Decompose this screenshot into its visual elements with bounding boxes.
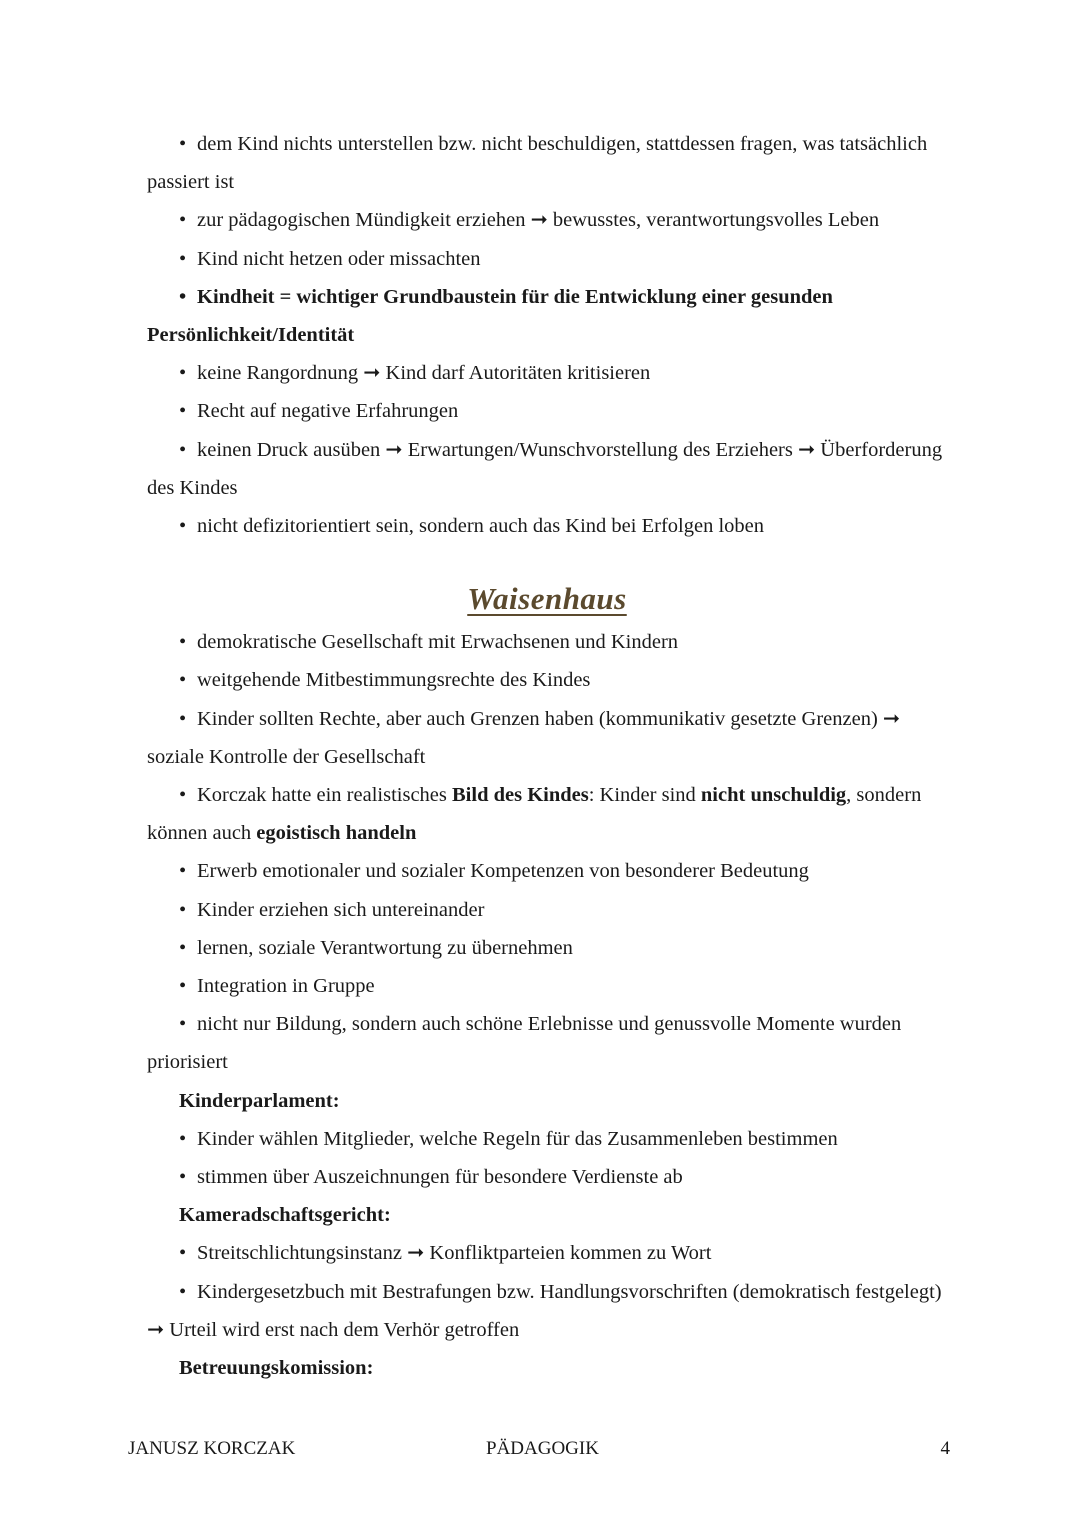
list-item: • Kindergesetzbuch mit Bestrafungen bzw. Handlungsvorschriften (demokratisch festgelegt) ➞ Urteil wird erst nach dem Verhör getroffen bbox=[147, 1273, 947, 1349]
emphasis: egoistisch handeln bbox=[256, 822, 417, 845]
bullet: • bbox=[179, 784, 187, 807]
list-item: • Kinder wählen Mitglieder, welche Regeln für das Zusammenleben bestimmen bbox=[147, 1120, 947, 1158]
list-item: • Integration in Gruppe bbox=[147, 967, 947, 1005]
list-item: • Kind nicht hetzen oder missachten bbox=[147, 240, 947, 278]
section-heading-waisenhaus: Waisenhaus bbox=[467, 581, 627, 617]
bullet: • bbox=[179, 209, 187, 232]
subheading-kinderparlament: Kinderparlament: bbox=[179, 1089, 340, 1112]
bullet: • bbox=[179, 247, 187, 270]
bullet: • bbox=[179, 936, 187, 959]
bullet: • bbox=[179, 285, 187, 308]
bullet: • bbox=[179, 1280, 187, 1303]
list-item: • weitgehende Mitbestimmungsrechte des Kindes bbox=[147, 661, 947, 699]
bullet: • bbox=[179, 400, 187, 423]
page-content bbox=[147, 125, 947, 1387]
footer-author: JANUSZ KORCZAK bbox=[128, 1438, 296, 1459]
list-item: • zur pädagogischen Mündigkeit erziehen ➞ bewusstes, verantwortungsvolles Leben bbox=[147, 201, 947, 239]
list-item: • nicht nur Bildung, sondern auch schöne Erlebnisse und genussvolle Momente wurden priorisiert bbox=[147, 1005, 947, 1081]
list-item-bold: • Kindheit = wichtiger Grundbaustein für die Entwicklung einer gesunden Persönlichkeit/Identität bbox=[147, 278, 947, 354]
bullet: • bbox=[179, 515, 187, 538]
list-item: • Streitschlichtungsinstanz ➞ Konfliktparteien kommen zu Wort bbox=[147, 1234, 947, 1272]
subheading-kameradschaftsgericht: Kameradschaftsgericht: bbox=[179, 1204, 391, 1227]
list-item: • lernen, soziale Verantwortung zu übernehmen bbox=[147, 929, 947, 967]
bullet: • bbox=[179, 860, 187, 883]
bullet: • bbox=[179, 1242, 187, 1265]
bullet: • bbox=[179, 1127, 187, 1150]
emphasis: Bild des Kindes bbox=[452, 784, 589, 807]
list-item: • dem Kind nichts unterstellen bzw. nicht beschuldigen, stattdessen fragen, was tatsächlich passiert ist bbox=[147, 125, 947, 201]
list-item: • keinen Druck ausüben ➞ Erwartungen/Wunschvorstellung des Erziehers ➞ Überforderung des Kindes bbox=[147, 431, 947, 507]
bullet: • bbox=[179, 1166, 187, 1189]
list-item: • Korczak hatte ein realistisches Bild des Kindes: Kinder sind nicht unschuldig, sondern können auch egoistisch handeln bbox=[147, 776, 947, 852]
list-item: • Kinder erziehen sich untereinander bbox=[147, 891, 947, 929]
bullet: • bbox=[179, 707, 187, 730]
bullet: • bbox=[179, 631, 187, 654]
subheading-betreuungskomission: Betreuungskomission: bbox=[179, 1357, 374, 1380]
bullet: • bbox=[179, 898, 187, 921]
bullet: • bbox=[179, 362, 187, 385]
bullet: • bbox=[179, 1013, 187, 1036]
page-footer bbox=[128, 1438, 950, 1466]
list-item: • stimmen über Auszeichnungen für besondere Verdienste ab bbox=[147, 1158, 947, 1196]
list-item: • Kinder sollten Rechte, aber auch Grenzen haben (kommunikativ gesetzte Grenzen) ➞ soziale Kontrolle der Gesellschaft bbox=[147, 700, 947, 776]
list-item: • Recht auf negative Erfahrungen bbox=[147, 392, 947, 430]
footer-subject: PÄDAGOGIK bbox=[486, 1438, 599, 1459]
emphasis: nicht unschuldig bbox=[700, 784, 847, 807]
list-item: • Erwerb emotionaler und sozialer Kompetenzen von besonderer Bedeutung bbox=[147, 852, 947, 890]
bullet: • bbox=[179, 669, 187, 692]
page-number: 4 bbox=[940, 1438, 950, 1459]
bullet: • bbox=[179, 133, 187, 155]
list-item: • nicht defizitorientiert sein, sondern auch das Kind bei Erfolgen loben bbox=[147, 507, 947, 545]
bullet: • bbox=[179, 438, 187, 461]
list-item: • keine Rangordnung ➞ Kind darf Autoritäten kritisieren bbox=[147, 354, 947, 392]
list-item: • demokratische Gesellschaft mit Erwachsenen und Kindern bbox=[147, 623, 947, 661]
bullet: • bbox=[179, 975, 187, 998]
